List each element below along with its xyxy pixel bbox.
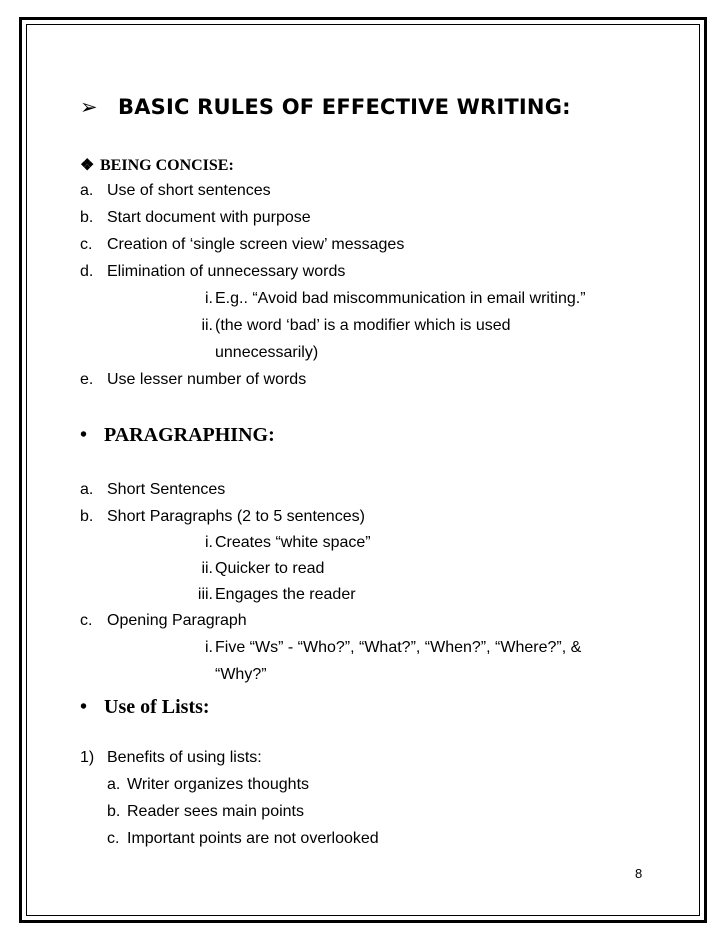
list-item-text: Use of short sentences — [107, 182, 271, 199]
sub-list-item-text: Five “Ws” - “Who?”, “What?”, “When?”, “Where?”, & — [215, 639, 582, 656]
list-item — [80, 611, 247, 631]
bullet-icon: • — [80, 696, 88, 718]
list-item — [80, 748, 262, 768]
sub-list-item-text: Engages the reader — [215, 586, 356, 603]
list-item — [80, 208, 311, 228]
list-marker: 1) — [80, 749, 95, 766]
list-item — [80, 370, 306, 390]
page-number: 8 — [635, 866, 643, 881]
section-heading-text: BEING CONCISE: — [100, 157, 234, 174]
sub-list-item-continuation: “Why?” — [215, 666, 267, 683]
list-marker: a. — [80, 481, 94, 498]
sub-list-item-text: Writer organizes thoughts — [127, 776, 310, 793]
sub-list-item — [189, 316, 511, 336]
section-heading-text: Use of Lists: — [104, 696, 210, 718]
list-item-text: Use lesser number of words — [107, 371, 307, 388]
list-marker: b. — [80, 209, 94, 226]
section-heading-being-concise — [80, 156, 234, 176]
sub-list-marker: i. — [205, 534, 213, 551]
sub-list-marker: iii. — [197, 586, 213, 603]
sub-list-item-continuation: unnecessarily) — [215, 344, 319, 361]
sub-list-item — [189, 289, 586, 309]
sub-list-item — [189, 559, 324, 579]
list-item — [80, 181, 271, 201]
list-item-text: Short Paragraphs (2 to 5 sentences) — [107, 508, 365, 525]
list-marker: e. — [80, 371, 94, 388]
sub-list-item-text: Quicker to read — [215, 560, 325, 577]
list-item-text: Elimination of unnecessary words — [107, 263, 346, 280]
sub-list-marker: ii. — [201, 560, 213, 577]
list-marker: c. — [80, 612, 93, 629]
sub-list-item — [189, 585, 356, 605]
sub-list-marker: a. — [107, 776, 121, 793]
sub-list-item-text: Reader sees main points — [127, 803, 304, 820]
sub-list-marker: c. — [107, 830, 120, 847]
list-item — [80, 480, 225, 500]
sub-list-item — [107, 829, 379, 849]
sub-list-marker: ii. — [201, 317, 213, 334]
list-item-text: Creation of ‘single screen view’ messages — [107, 236, 405, 253]
list-marker: a. — [80, 182, 94, 199]
diamond-bullet-icon: ❖ — [80, 157, 95, 174]
sub-list-item-text: E.g.. “Avoid bad miscommunication in email writing.” — [215, 290, 586, 307]
list-item — [80, 235, 404, 255]
sub-list-marker: i. — [205, 290, 213, 307]
sub-list-item — [189, 638, 581, 658]
list-item — [80, 507, 365, 527]
sub-list-item-text: (the word ‘bad’ is a modifier which is used — [215, 317, 511, 334]
sub-list-item — [189, 533, 371, 553]
arrow-bullet-icon: ➢ — [80, 95, 98, 119]
list-item-text: Benefits of using lists: — [107, 749, 262, 766]
section-heading-use-of-lists — [80, 695, 210, 719]
sub-list-item — [107, 775, 309, 795]
bullet-icon: • — [80, 424, 88, 446]
sub-list-marker: b. — [107, 803, 121, 820]
sub-list-item — [107, 802, 304, 822]
sub-list-item-text: Important points are not overlooked — [127, 830, 379, 847]
list-item — [80, 262, 345, 282]
sub-list-marker: i. — [205, 639, 213, 656]
section-heading-text: PARAGRAPHING: — [104, 424, 275, 446]
list-item-text: Short Sentences — [107, 481, 226, 498]
list-marker: c. — [80, 236, 93, 253]
section-heading-paragraphing — [80, 423, 275, 447]
list-item-text: Start document with purpose — [107, 209, 311, 226]
list-marker: b. — [80, 508, 94, 525]
title-text: BASIC RULES OF EFFECTIVE WRITING: — [118, 95, 571, 119]
page-title — [80, 92, 571, 122]
sub-list-item-text: Creates “white space” — [215, 534, 371, 551]
list-marker: d. — [80, 263, 94, 280]
list-item-text: Opening Paragraph — [107, 612, 247, 629]
